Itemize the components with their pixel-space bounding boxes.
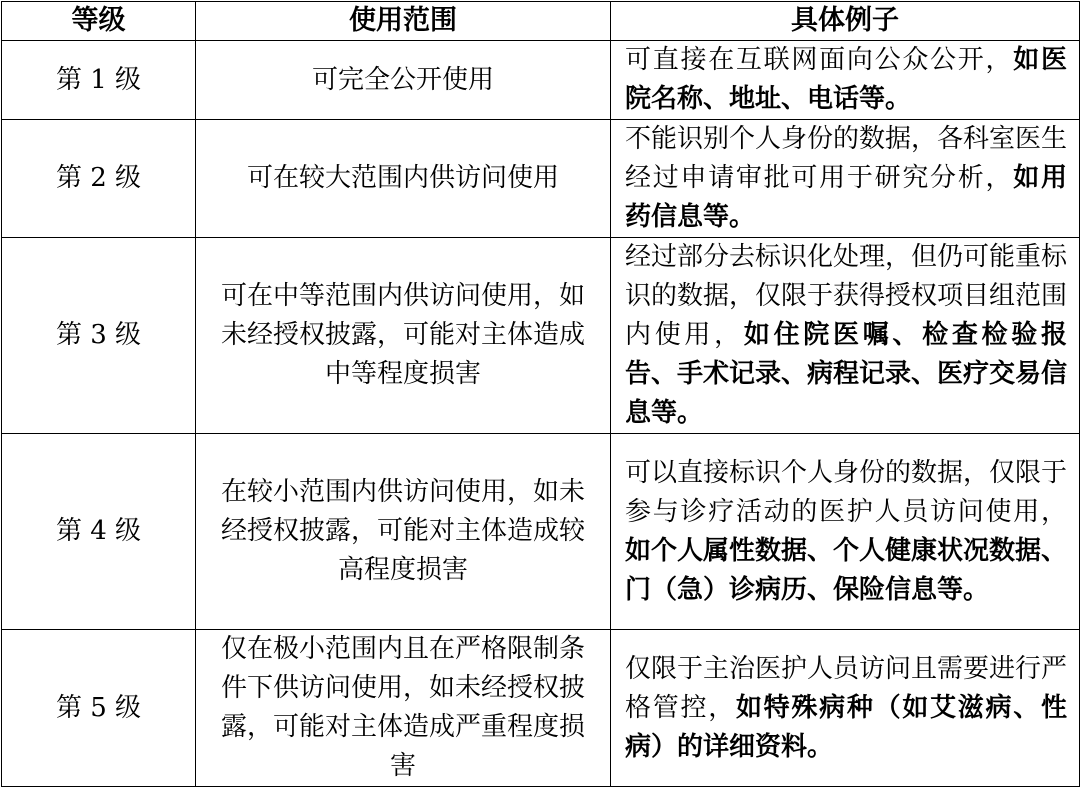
header-example: 具体例子 xyxy=(611,2,1080,41)
example-cell xyxy=(611,630,1080,787)
header-scope: 使用范围 xyxy=(196,2,611,41)
example-cell xyxy=(611,41,1080,120)
example-text: 可以直接标识个人身份的数据，仅限于参与诊疗活动的医护人员访问使用， xyxy=(625,457,1068,527)
example-text: 不能识别个人身份的数据，各科室医生经过申请审批可用于研究分析， xyxy=(625,124,1068,193)
table-row xyxy=(2,41,1080,120)
example-text: 可直接在互联网面向公众公开， xyxy=(625,45,1014,75)
table-row xyxy=(2,238,1080,434)
scope-cell: 可完全公开使用 xyxy=(196,41,611,120)
level-cell: 第 1 级 xyxy=(2,41,196,120)
example-text: 仅限于主治医护人员访问且需要进行严格管控， xyxy=(625,653,1068,723)
example-highlight: 如特殊病种（如艾滋病、性病）的详细资料。 xyxy=(625,692,1067,762)
example-cell xyxy=(611,238,1080,434)
level-cell: 第 2 级 xyxy=(2,120,196,238)
table-row xyxy=(2,630,1080,787)
example-highlight: 如住院医嘱、检查检验报告、手术记录、病程记录、医疗交易信息等。 xyxy=(625,320,1068,428)
level-cell: 第 4 级 xyxy=(2,434,196,630)
example-cell xyxy=(611,120,1080,238)
scope-cell: 可在较大范围内供访问使用 xyxy=(196,120,611,238)
level-cell: 第 3 级 xyxy=(2,238,196,434)
table-row xyxy=(2,120,1080,238)
table-header-row xyxy=(2,2,1080,41)
example-text: 经过部分去标识化处理，但仍可能重标识的数据，仅限于获得授权项目组范围内使用， xyxy=(625,242,1068,350)
table-row xyxy=(2,434,1080,630)
example-highlight: 如医院名称、地址、电话等。 xyxy=(625,45,1067,114)
data-classification-table xyxy=(1,1,1080,787)
header-level: 等级 xyxy=(2,2,196,41)
scope-cell: 在较小范围内供访问使用，如未经授权披露，可能对主体造成较高程度损害 xyxy=(196,434,611,630)
level-cell: 第 5 级 xyxy=(2,630,196,787)
scope-cell: 仅在极小范围内且在严格限制条件下供访问使用，如未经授权披露，可能对主体造成严重程度损害 xyxy=(196,630,611,787)
example-highlight: 如个人属性数据、个人健康状况数据、门（急）诊病历、保险信息等。 xyxy=(625,535,1068,605)
example-highlight: 如用药信息等。 xyxy=(625,163,1067,232)
example-cell xyxy=(611,434,1080,630)
scope-cell: 可在中等范围内供访问使用，如未经授权披露，可能对主体造成中等程度损害 xyxy=(196,238,611,434)
